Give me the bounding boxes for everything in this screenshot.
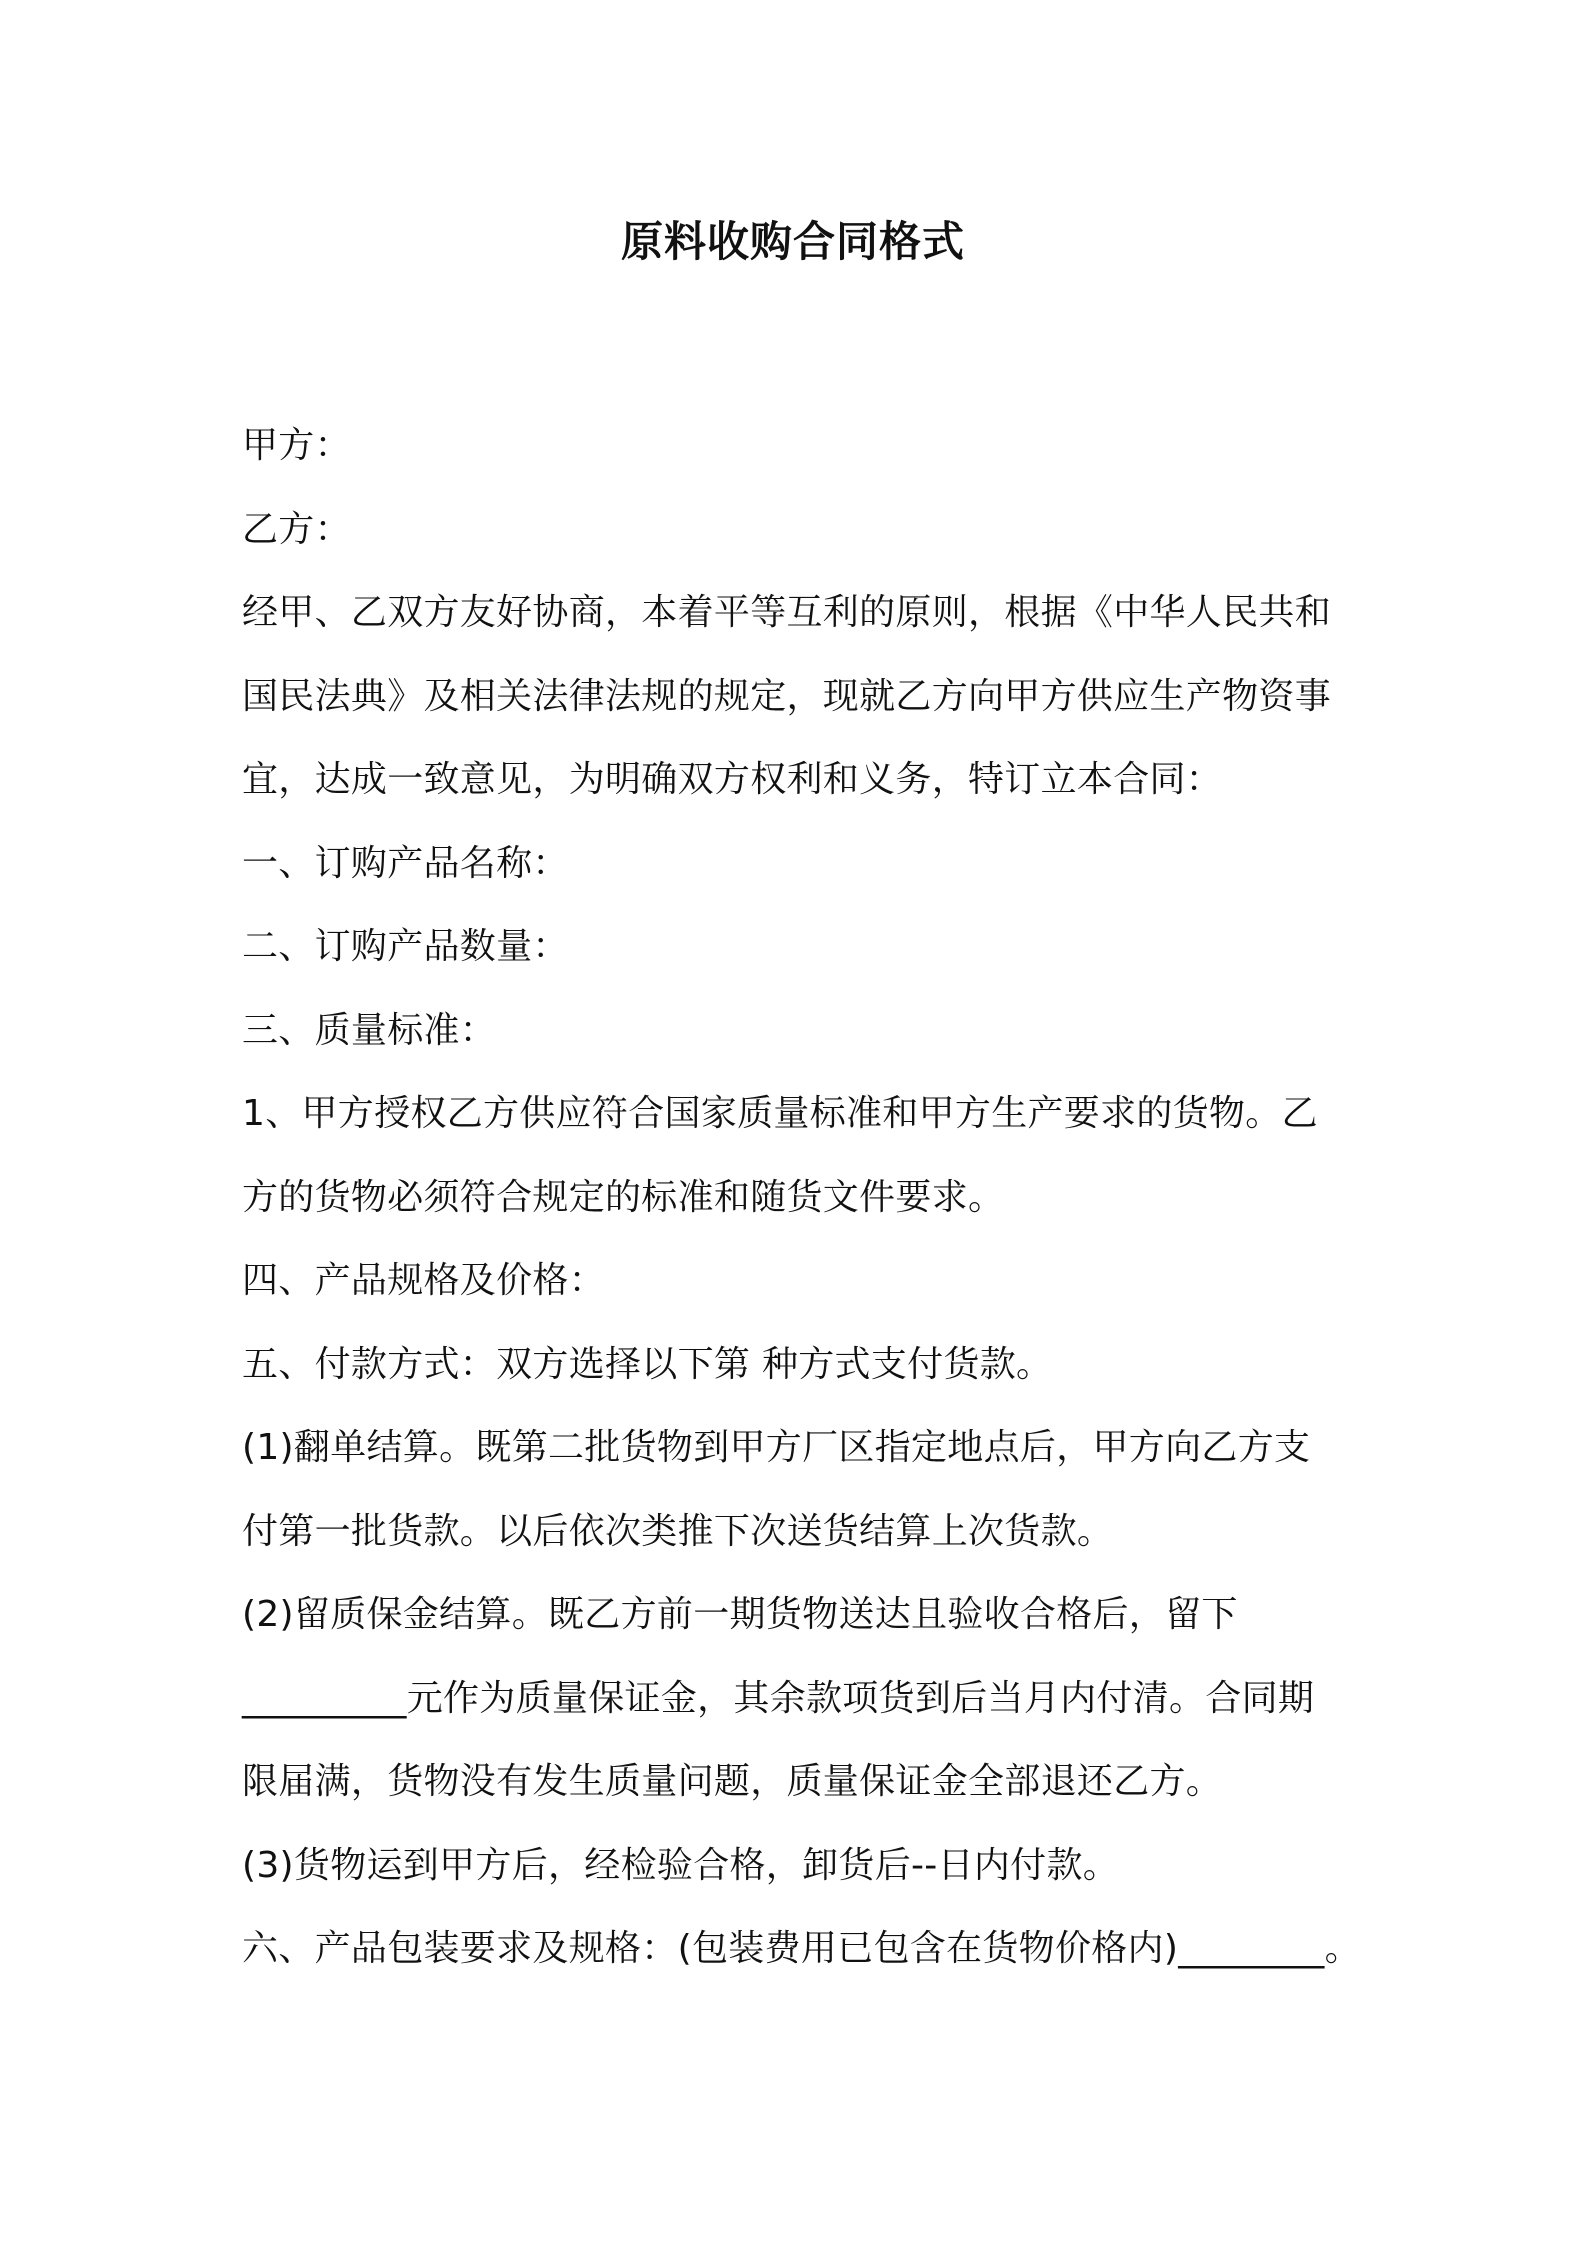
party-b-line: 乙方： bbox=[242, 508, 351, 550]
document-body bbox=[242, 404, 1372, 1991]
payment-option-2-line-3: 限届满，货物没有发生质量问题，质量保证金全部退还乙方。 bbox=[242, 1761, 1223, 1802]
preamble-line-2: 国民法典》及相关法律法规的规定，现就乙方向甲方供应生产物资事 bbox=[242, 675, 1332, 717]
clause-6-heading: 六、产品包装要求及规格：(包装费用已包含在货物价格内)________。 bbox=[242, 1928, 1361, 1969]
clause-4-heading: 四、产品规格及价格： bbox=[242, 1260, 606, 1301]
payment-option-2-line-1: (2)留质保金结算。既乙方前一期货物送达且验收合格后，留下 bbox=[242, 1594, 1238, 1635]
document-title: 原料收购合同格式 bbox=[620, 217, 965, 266]
preamble-line-1: 经甲、乙双方友好协商，本着平等互利的原则，根据《中华人民共和 bbox=[242, 592, 1332, 633]
clause-3-item-1-line-2: 方的货物必须符合规定的标准和随货文件要求。 bbox=[242, 1176, 1005, 1218]
preamble-line-3: 宜，达成一致意见，为明确双方权利和义务，特订立本合同： bbox=[242, 759, 1223, 800]
clause-1-heading: 一、订购产品名称： bbox=[242, 842, 569, 884]
clause-3-item-1-line-1: 1、甲方授权乙方供应符合国家质量标准和甲方生产要求的货物。乙 bbox=[242, 1093, 1318, 1134]
payment-option-2-line-2: _________元作为质量保证金，其余款项货到后当月内付清。合同期 bbox=[242, 1677, 1315, 1719]
clause-3-heading: 三、质量标准： bbox=[242, 1009, 497, 1051]
clause-5-heading: 五、付款方式：双方选择以下第 种方式支付货款。 bbox=[242, 1343, 1053, 1385]
party-a-line: 甲方： bbox=[242, 425, 351, 466]
payment-option-1-line-2: 付第一批货款。以后依次类推下次送货结算上次货款。 bbox=[242, 1510, 1114, 1552]
payment-option-1-line-1: (1)翻单结算。既第二批货物到甲方厂区指定地点后，甲方向乙方支 bbox=[242, 1427, 1311, 1468]
payment-option-3-line: (3)货物运到甲方后，经检验合格，卸货后--日内付款。 bbox=[242, 1844, 1120, 1886]
clause-2-heading: 二、订购产品数量： bbox=[242, 926, 569, 967]
